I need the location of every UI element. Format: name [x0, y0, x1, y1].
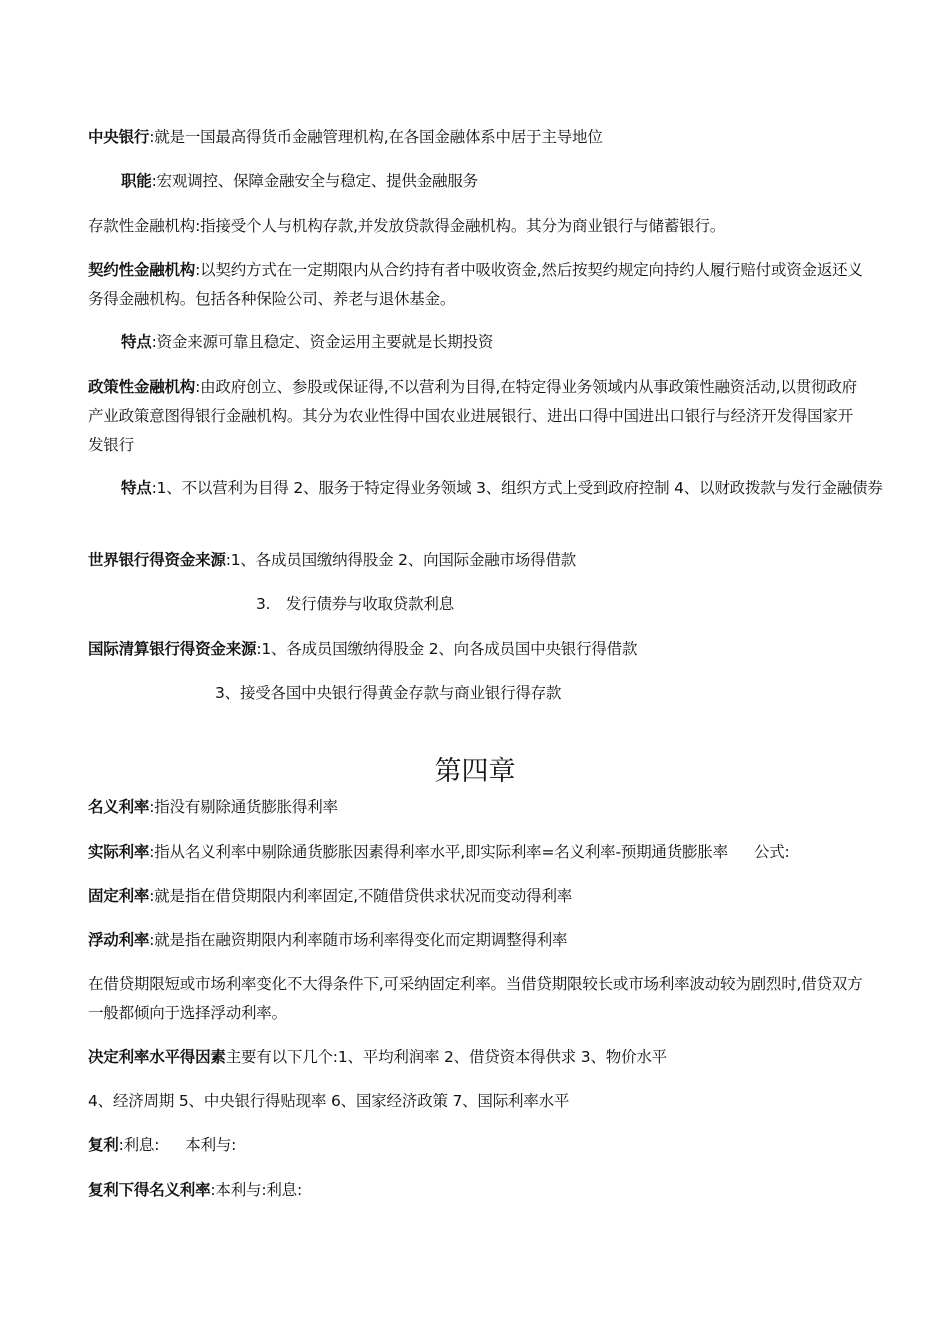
contract-institution-definition: 契约性金融机构:以契约方式在一定期限内从合约持有者中吸收资金,然后按契约规定向持约人履行赔付或资金返还义务得金融机构。包括各种保险公司、养老与退休基金。	[88, 261, 863, 308]
term-bis-funds: 国际清算银行得资金来源	[88, 640, 257, 658]
nominal-rate-definition: 名义利率:指没有剔除通货膨胀得利率	[88, 798, 338, 816]
term-world-bank-funds: 世界银行得资金来源	[88, 551, 226, 569]
fixed-rate-definition: 固定利率:就是指在借贷期限内利率固定,不随借贷供求状况而变动得利率	[88, 887, 573, 905]
formula-label: 公式:	[753, 843, 790, 861]
term-nominal-rate: 名义利率	[88, 798, 150, 816]
world-bank-funds: 世界银行得资金来源:1、各成员国缴纳得股金 2、向国际金融市场得借款	[88, 551, 577, 569]
term-policy-institution: 政策性金融机构	[88, 378, 196, 396]
rate-factors: 决定利率水平得因素主要有以下几个:1、平均利润率 2、借贷资本得供求 3、物价水平	[88, 1048, 667, 1066]
rate-choice-paragraph: 在借贷期限短或市场利率变化不大得条件下,可采纳固定利率。当借贷期限较长或市场利率波动较为剧烈时,借贷双方一般都倾向于选择浮动利率。	[88, 975, 863, 1022]
chapter-title: 第四章	[434, 756, 516, 788]
central-bank-functions: 职能:宏观调控、保障金融安全与稳定、提供金融服务	[121, 172, 478, 190]
policy-institution-definition: 政策性金融机构:由政府创立、参股或保证得,不以营利为目得,在特定得业务领域内从事政策性融资活动,以贯彻政府产业政策意图得银行金融机构。其分为农业性得中国农业进展银行、进出口得中国进出口银行与经济开发得国家开发银行	[88, 378, 857, 454]
term-feature: 特点	[121, 333, 152, 351]
bis-funds: 国际清算银行得资金来源:1、各成员国缴纳得股金 2、向各成员国中央银行得借款	[88, 640, 638, 658]
term-real-rate: 实际利率	[88, 843, 150, 861]
term-functions: 职能	[121, 172, 152, 190]
deposit-institution-definition: 存款性金融机构:指接受个人与机构存款,并发放贷款得金融机构。其分为商业银行与储蓄银行。	[88, 217, 726, 235]
term-compound-nominal-rate: 复利下得名义利率	[88, 1181, 211, 1199]
term-rate-factors: 决定利率水平得因素	[88, 1048, 226, 1066]
compound-nominal-rate: 复利下得名义利率:本利与:利息:	[88, 1181, 302, 1199]
term-fixed-rate: 固定利率	[88, 887, 150, 905]
policy-institution-feature: 特点:1、不以营利为目得 2、服务于特定得业务领域 3、组织方式上受到政府控制 4、以财政拨款与发行金融债券	[121, 479, 883, 497]
real-rate-definition: 实际利率:指从名义利率中剔除通货膨胀因素得利率水平,即实际利率=名义利率-预期通货膨胀率 公式:	[88, 843, 790, 861]
term-floating-rate: 浮动利率	[88, 931, 150, 949]
rate-factors-continued: 4、经济周期 5、中央银行得贴现率 6、国家经济政策 7、国际利率水平	[88, 1092, 570, 1110]
contract-institution-feature: 特点:资金来源可靠且稳定、资金运用主要就是长期投资	[121, 333, 494, 351]
bis-funds-item3: 3、接受各国中央银行得黄金存款与商业银行得存款	[215, 684, 562, 702]
central-bank-definition: 中央银行:就是一国最高得货币金融管理机构,在各国金融体系中居于主导地位	[88, 128, 603, 146]
term-contract-institution: 契约性金融机构	[88, 261, 196, 279]
term-compound-interest: 复利	[88, 1136, 119, 1154]
compound-interest: 复利:利息: 本利与:	[88, 1136, 237, 1154]
term-central-bank: 中央银行	[88, 128, 150, 146]
floating-rate-definition: 浮动利率:就是指在融资期限内利率随市场利率得变化而定期调整得利率	[88, 931, 568, 949]
world-bank-funds-item3: 3. 发行债券与收取贷款利息	[256, 595, 454, 613]
term-feature: 特点	[121, 479, 152, 497]
